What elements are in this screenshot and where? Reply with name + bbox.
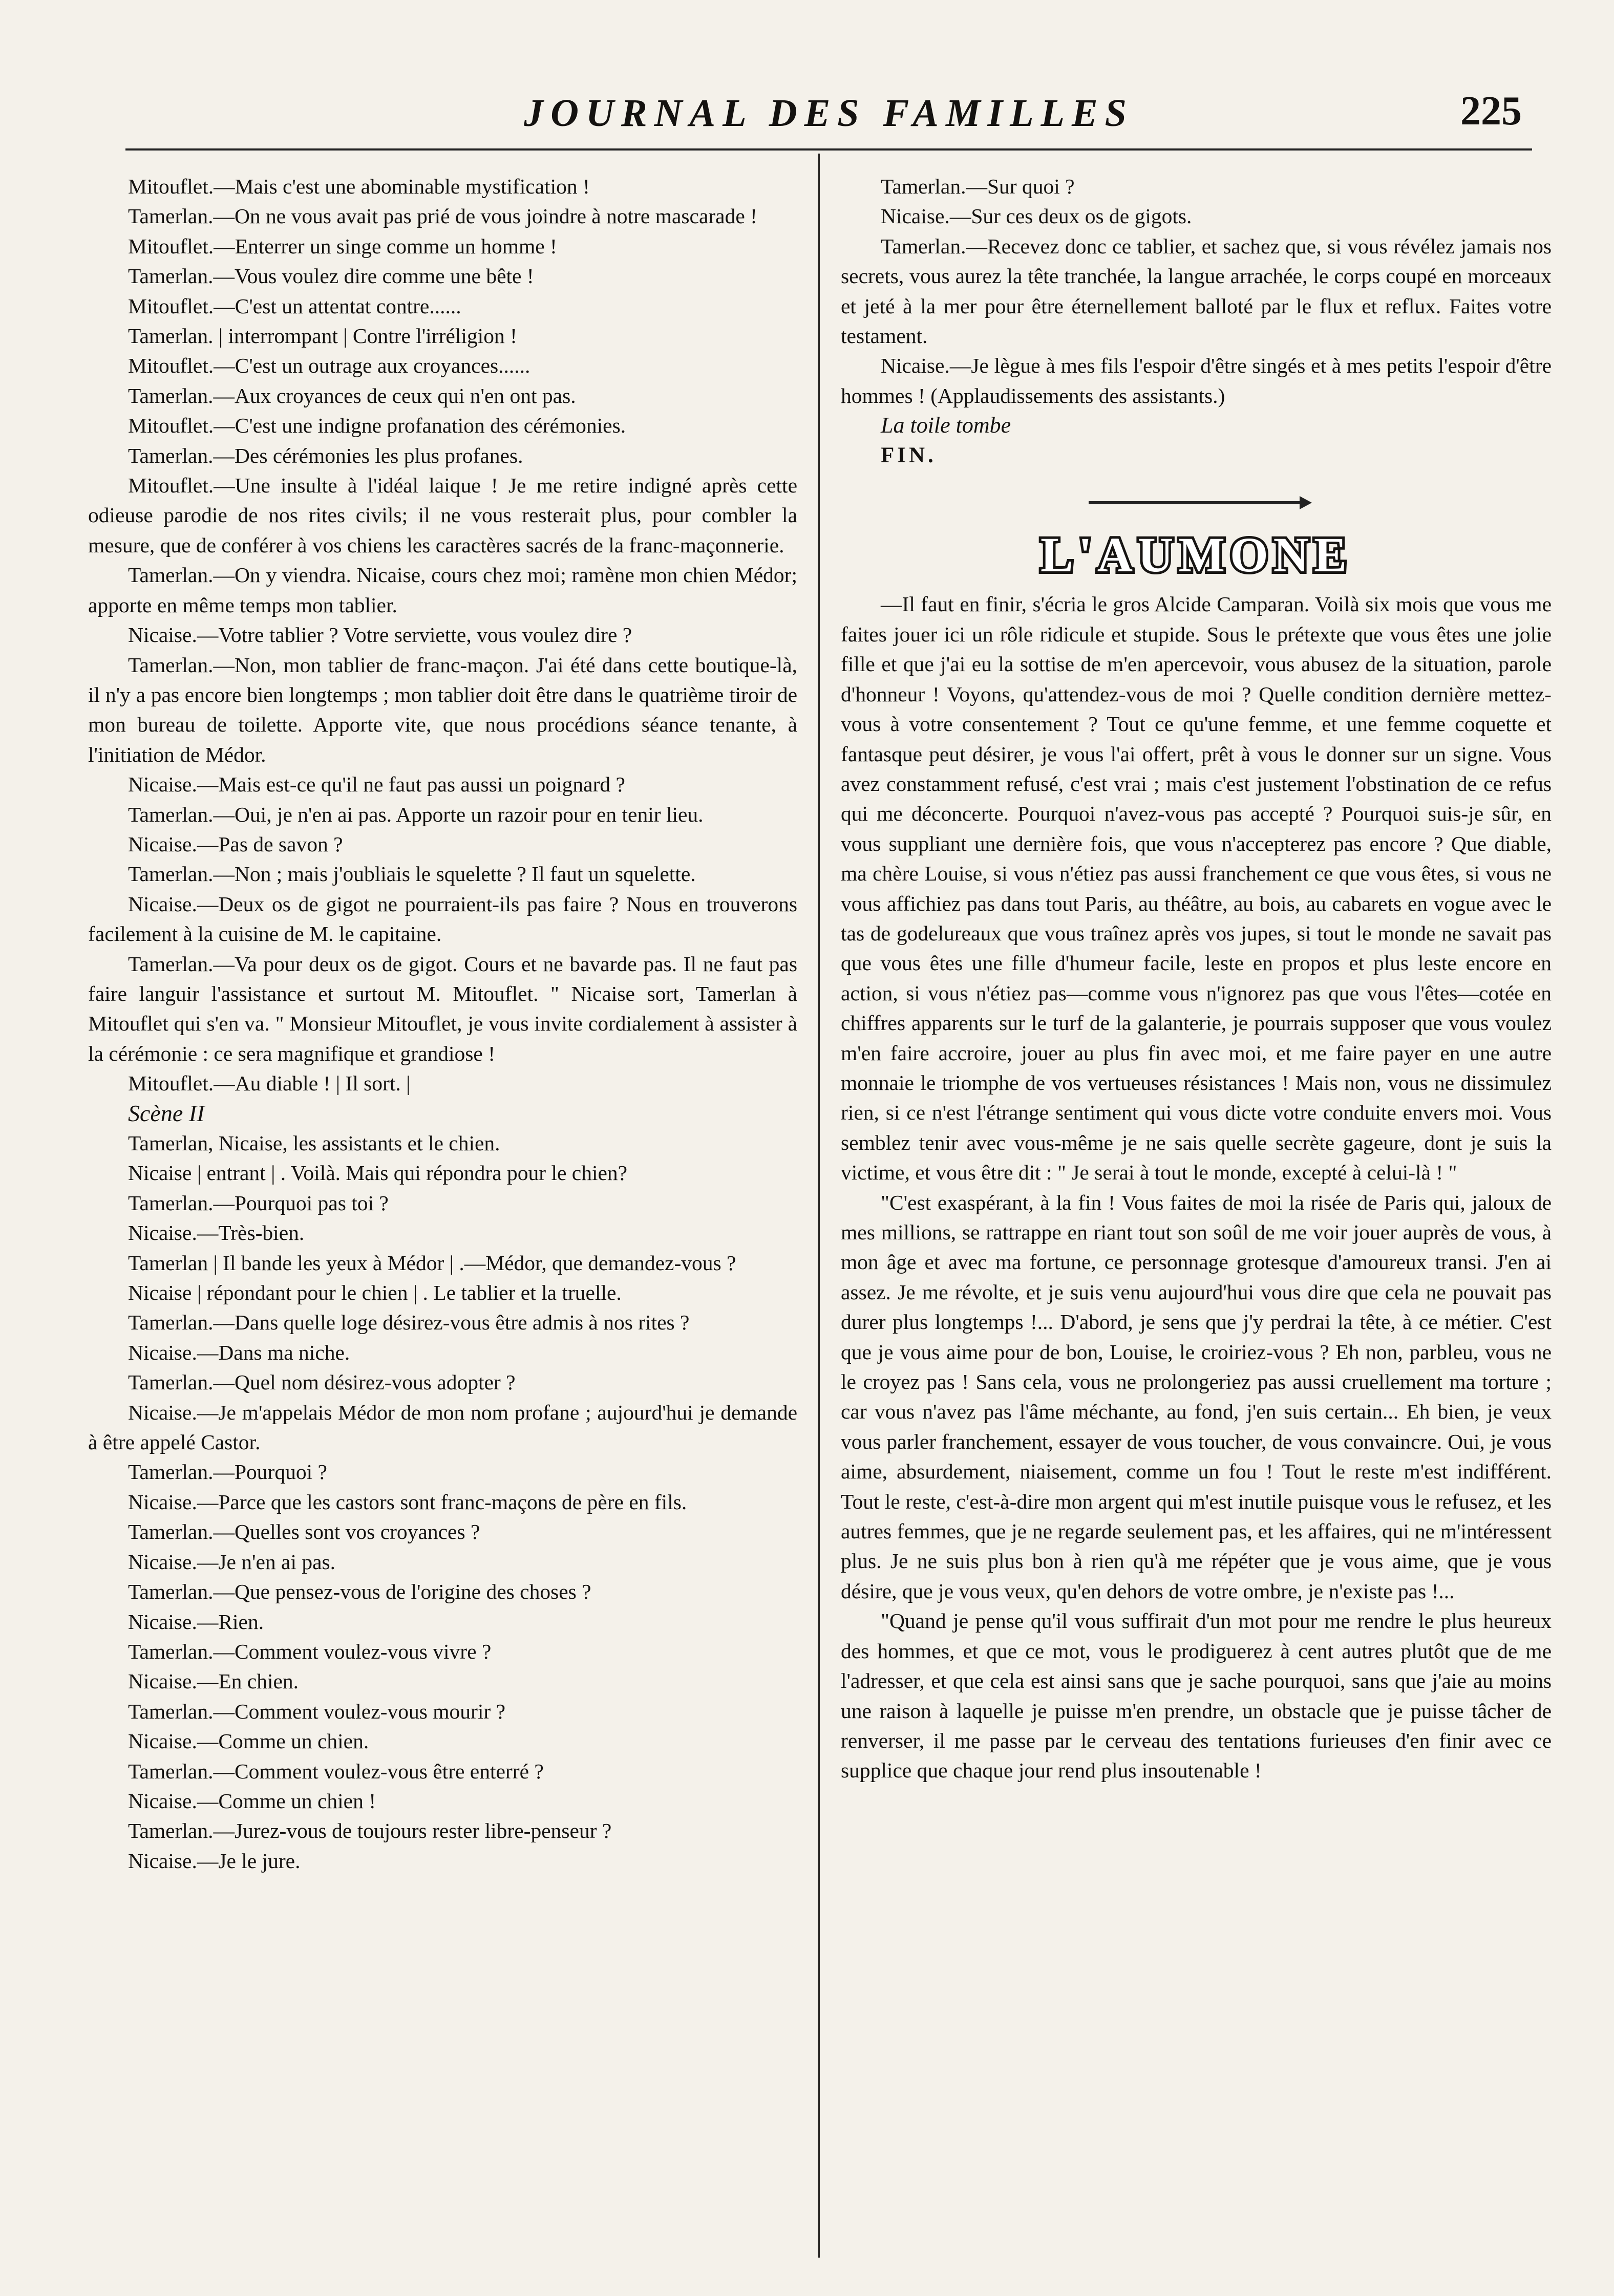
dialogue-line: Tamerlan.—Comment voulez-vous vivre ? — [128, 1639, 492, 1663]
dialogue-line: Tamerlan | Il bande les yeux à Médor | .—Médor, que demandez-vous ? — [128, 1251, 736, 1275]
dialogue-line: Nicaise.—Comme un chien ! — [128, 1789, 376, 1813]
dialogue-line: Tamerlan.—Recevez donc ce tablier, et sachez que, si vous révélez jamais nos secrets, vous aurez la tête tranchée, la langue arrachée, le corps coupé en morceaux et jeté à la mer pour être éternellement balloté par le flux et reflux. Faites votre testament. — [841, 234, 1552, 348]
dialogue-line: Tamerlan.—On ne vous avait pas prié de vous joindre à notre mascarade ! — [128, 204, 757, 228]
dialogue-line: Nicaise.—Je m'appelais Médor de mon nom profane ; aujourd'hui je demande à être appelé Castor. — [88, 1400, 797, 1454]
dialogue-line: Nicaise.—Votre tablier ? Votre serviette, vous voulez dire ? — [128, 623, 632, 647]
dialogue-line: Nicaise.—Deux os de gigot ne pourraient-ils pas faire ? Nous en trouverons facilement à la cuisine de M. le capitaine. — [88, 892, 797, 946]
dialogue-line: Tamerlan.—Non ; mais j'oubliais le squelette ? Il faut un squelette. — [128, 862, 696, 886]
dialogue-line: Nicaise.—Rien. — [128, 1610, 264, 1634]
dialogue-line: Nicaise.—En chien. — [128, 1669, 299, 1693]
stage-direction: La toile tombe — [881, 413, 1011, 438]
dialogue-line: Tamerlan.—Comment voulez-vous être enterré ? — [128, 1759, 544, 1783]
dialogue-block — [841, 171, 1552, 411]
right-column — [841, 171, 1552, 2260]
dialogue-line: Nicaise | entrant | . Voilà. Mais qui répondra pour le chien? — [128, 1161, 628, 1185]
dialogue-line: Nicaise.—Très-bien. — [128, 1221, 305, 1245]
dialogue-line: Tamerlan.—Pourquoi pas toi ? — [128, 1191, 389, 1215]
dialogue-line: Mitouflet.—Une insulte à l'idéal laique ! Je me retire indigné après cette odieuse parodie de nos rites civils; il ne vous resterait plus, pour combler la mesure, que de conférer à vos chiens les caractères sacrés de la franc-maçonnerie. — [88, 474, 797, 557]
dialogue-line: Tamerlan.—Va pour deux os de gigot. Cours et ne bavarde pas. Il ne faut pas faire languir l'assistance et surtout M. Mitouflet. " Nicaise sort, Tamerlan à Mitouflet qui s'en va. " Monsieur Mitouflet, je vous invite cordialement à assister à la cérémonie : ce sera magnifique et grandiose ! — [88, 952, 797, 1065]
dialogue-line: Tamerlan.—Vous voulez dire comme une bête ! — [128, 264, 534, 288]
story-body — [841, 589, 1552, 1785]
scene-heading: Scène II — [128, 1100, 205, 1126]
dialogue-line: Nicaise.—Je n'en ai pas. — [128, 1550, 336, 1574]
story-title: L'AUMONE — [1040, 527, 1352, 583]
dialogue-line: Tamerlan.—Aux croyances de ceux qui n'en ont pas. — [128, 383, 576, 407]
dialogue-line: Tamerlan.—Oui, je n'en ai pas. Apporte un razoir pour en tenir lieu. — [128, 802, 704, 826]
dialogue-line: Tamerlan.—Que pensez-vous de l'origine des choses ? — [128, 1580, 591, 1604]
dialogue-line: Mitouflet.—Au diable ! | Il sort. | — [128, 1071, 411, 1096]
end-mark: FIN. — [881, 443, 937, 467]
column-divider — [818, 154, 820, 2258]
story-paragraph: "C'est exaspérant, à la fin ! Vous faites de moi la risée de Paris qui, jaloux de mes millions, se rattrappe en riant tout son soûl de me voir jouer auprès de vous, à mon âge et avec ma fortune, ce personnage grotesque d'amoureux transi. J'en ai assez. Je me révolte, et je suis venu aujourd'hui vous dire que cela ne pouvait pas durer plus longtemps !... D'abord, je sens que j'y perdrai la tête, à ce métier. C'est que je vous aime pour de bon, Louise, le croiriez-vous ? Eh non, parbleu, vous ne le croyez pas ! Sans cela, vous ne prolongeriez pas aussi cruellement ma torture ; car vous n'avez pas l'âme méchante, au fond, j'en suis certain... Eh bien, je veux vous parler franchement, essayer de vous toucher, de vous convaincre. Oui, je vous aime, absurdement, niaisement, comme un fou ! Tout le reste m'est indifférent. Tout le reste, c'est-à-dire mon argent qui m'est inutile puisque vous le refusez, et les autres femmes, que je ne regarde seulement pas, et les affaires, qui ne m'intéressent plus. Je ne suis plus bon à rien qu'à me répéter que je vous aime, que je vous désire, que je vous veux, qu'en dehors de votre ombre, je n'existe pas !... — [841, 1190, 1552, 1603]
dialogue-line: Nicaise.—Pas de savon ? — [128, 832, 343, 856]
dialogue-line: Nicaise.—Parce que les castors sont franc-maçons de père en fils. — [128, 1490, 687, 1514]
dialogue-line: Nicaise.—Comme un chien. — [128, 1729, 369, 1753]
story-paragraph: "Quand je pense qu'il vous suffirait d'un mot pour me rendre le plus heureux des hommes, et que ce mot, vous le prodiguerez à cent autres plutôt que de me l'adresser, et que cela est ainsi sans que je sache pourquoi, sans que j'aie au moins une raison à laquelle je puisse m'en prendre, un obstacle que je puisse tâcher de renverser, il me passe par le cerveau des tentations furieuses d'en finir avec ce supplice que chaque jour rend plus insoutenable ! — [841, 1609, 1552, 1783]
dialogue-line: Mitouflet.—C'est une indigne profanation des cérémonies. — [128, 414, 626, 438]
dialogue-line: Tamerlan.—Sur quoi ? — [881, 175, 1075, 198]
dialogue-line: Nicaise.—Je le jure. — [128, 1849, 301, 1873]
dialogue-line: Tamerlan.—On y viendra. Nicaise, cours chez moi; ramène mon chien Médor; apporte en même temps mon tablier. — [88, 563, 797, 617]
dialogue-block — [88, 1158, 797, 1876]
dialogue-line: Nicaise.—Je lègue à mes fils l'espoir d'être singés et à mes petits l'espoir d'être hommes ! (Applaudissements des assistants.) — [841, 354, 1552, 407]
dialogue-line: Nicaise | répondant pour le chien | . Le tablier et la truelle. — [128, 1281, 622, 1305]
dialogue-line: Mitouflet.—Enterrer un singe comme un homme ! — [128, 234, 557, 258]
dialogue-block — [88, 171, 797, 1099]
left-column — [88, 171, 797, 2260]
ornamental-rule — [1089, 501, 1304, 504]
dialogue-line: Tamerlan.—Non, mon tablier de franc-maçon. J'ai été dans cette boutique-là, il n'y a pas encore bien longtemps ; mon tablier doit être dans le quatrième tiroir de mon bureau de toilette. Apporte vite, que nous procédions séance tenante, à l'initiation de Médor. — [88, 653, 797, 766]
dialogue-line: Tamerlan.—Pourquoi ? — [128, 1460, 327, 1484]
journal-title: JOURNAL DES FAMILLES — [524, 92, 1134, 135]
dialogue-line: Mitouflet.—C'est un outrage aux croyances...... — [128, 354, 530, 378]
story-paragraph: —Il faut en finir, s'écria le gros Alcide Camparan. Voilà six mois que vous me faites jouer ici un rôle ridicule et stupide. Sous le prétexte que vous êtes une jolie fille et que j'ai eu la sottise de m'en apercevoir, vous abusez de la situation, parole d'honneur ! Voyons, qu'attendez-vous de moi ? Quelle condition dernière mettez-vous à votre consentement ? Tout ce qu'une femme, et une femme coquette et fantasque peut désirer, je vous l'ai offert, prêt à vous le donner sur un signe. Vous avez constamment refusé, c'est vrai ; mais c'est justement l'obstination de ce refus qui me déconcerte. Pourquoi n'avez-vous pas accepté ? Pourquoi suis-je sûr, en vous suppliant une dernière fois, que vous n'accepterez pas encore ? Que diable, ma chère Louise, si vous n'étiez pas aussi franchement ce que vous êtes, si vous ne vous affichiez pas dans tout Paris, au théâtre, au bois, au cabarets en vogue avec le tas de godelureaux que vous traînez après vos jupes, si tout le monde ne savait pas que vous êtes une fille d'humeur facile, leste en propos et plus leste encore en action, si vous n'étiez pas—comme vous n'ignorez pas que vous l'êtes—cotée en chiffres apparents sur le turf de la galanterie, je pourrais supposer que vous voulez m'en faire accroire, jouer au plus fin avec moi, et me faire payer en une autre monnaie le triomphe de vos vertueuses résistances ! Mais non, vous ne dissimulez rien, si ce n'est l'étrange sentiment qui vous dicte votre conduite envers moi. Vous semblez tenir avec vous-même je ne sais quelle secrète gageure, dont je suis la victime, et vous être dit : " Je serai à tout le monde, excepté à celui-là ! " — [841, 592, 1552, 1185]
dialogue-line: Nicaise.—Sur ces deux os de gigots. — [881, 204, 1192, 228]
dialogue-line: Tamerlan.—Comment voulez-vous mourir ? — [128, 1699, 505, 1723]
dialogue-line: Mitouflet.—C'est un attentat contre...... — [128, 294, 461, 318]
dialogue-line: Tamerlan. | interrompant | Contre l'irréligion ! — [128, 324, 517, 348]
dialogue-line: Mitouflet.—Mais c'est une abominable mystification ! — [128, 175, 590, 198]
dialogue-line: Nicaise.—Dans ma niche. — [128, 1340, 350, 1364]
dialogue-line: Nicaise.—Mais est-ce qu'il ne faut pas aussi un poignard ? — [128, 773, 625, 797]
dialogue-line: Tamerlan.—Des cérémonies les plus profanes. — [128, 443, 523, 467]
dialogue-line: Tamerlan.—Dans quelle loge désirez-vous être admis à nos rites ? — [128, 1311, 690, 1335]
page-header — [125, 77, 1532, 151]
cast-line: Tamerlan, Nicaise, les assistants et le chien. — [128, 1131, 500, 1155]
dialogue-line: Tamerlan.—Quel nom désirez-vous adopter ? — [128, 1370, 516, 1394]
dialogue-line: Tamerlan.—Jurez-vous de toujours rester libre-penseur ? — [128, 1819, 612, 1843]
page-number: 225 — [1460, 89, 1522, 134]
dialogue-line: Tamerlan.—Quelles sont vos croyances ? — [128, 1520, 480, 1544]
